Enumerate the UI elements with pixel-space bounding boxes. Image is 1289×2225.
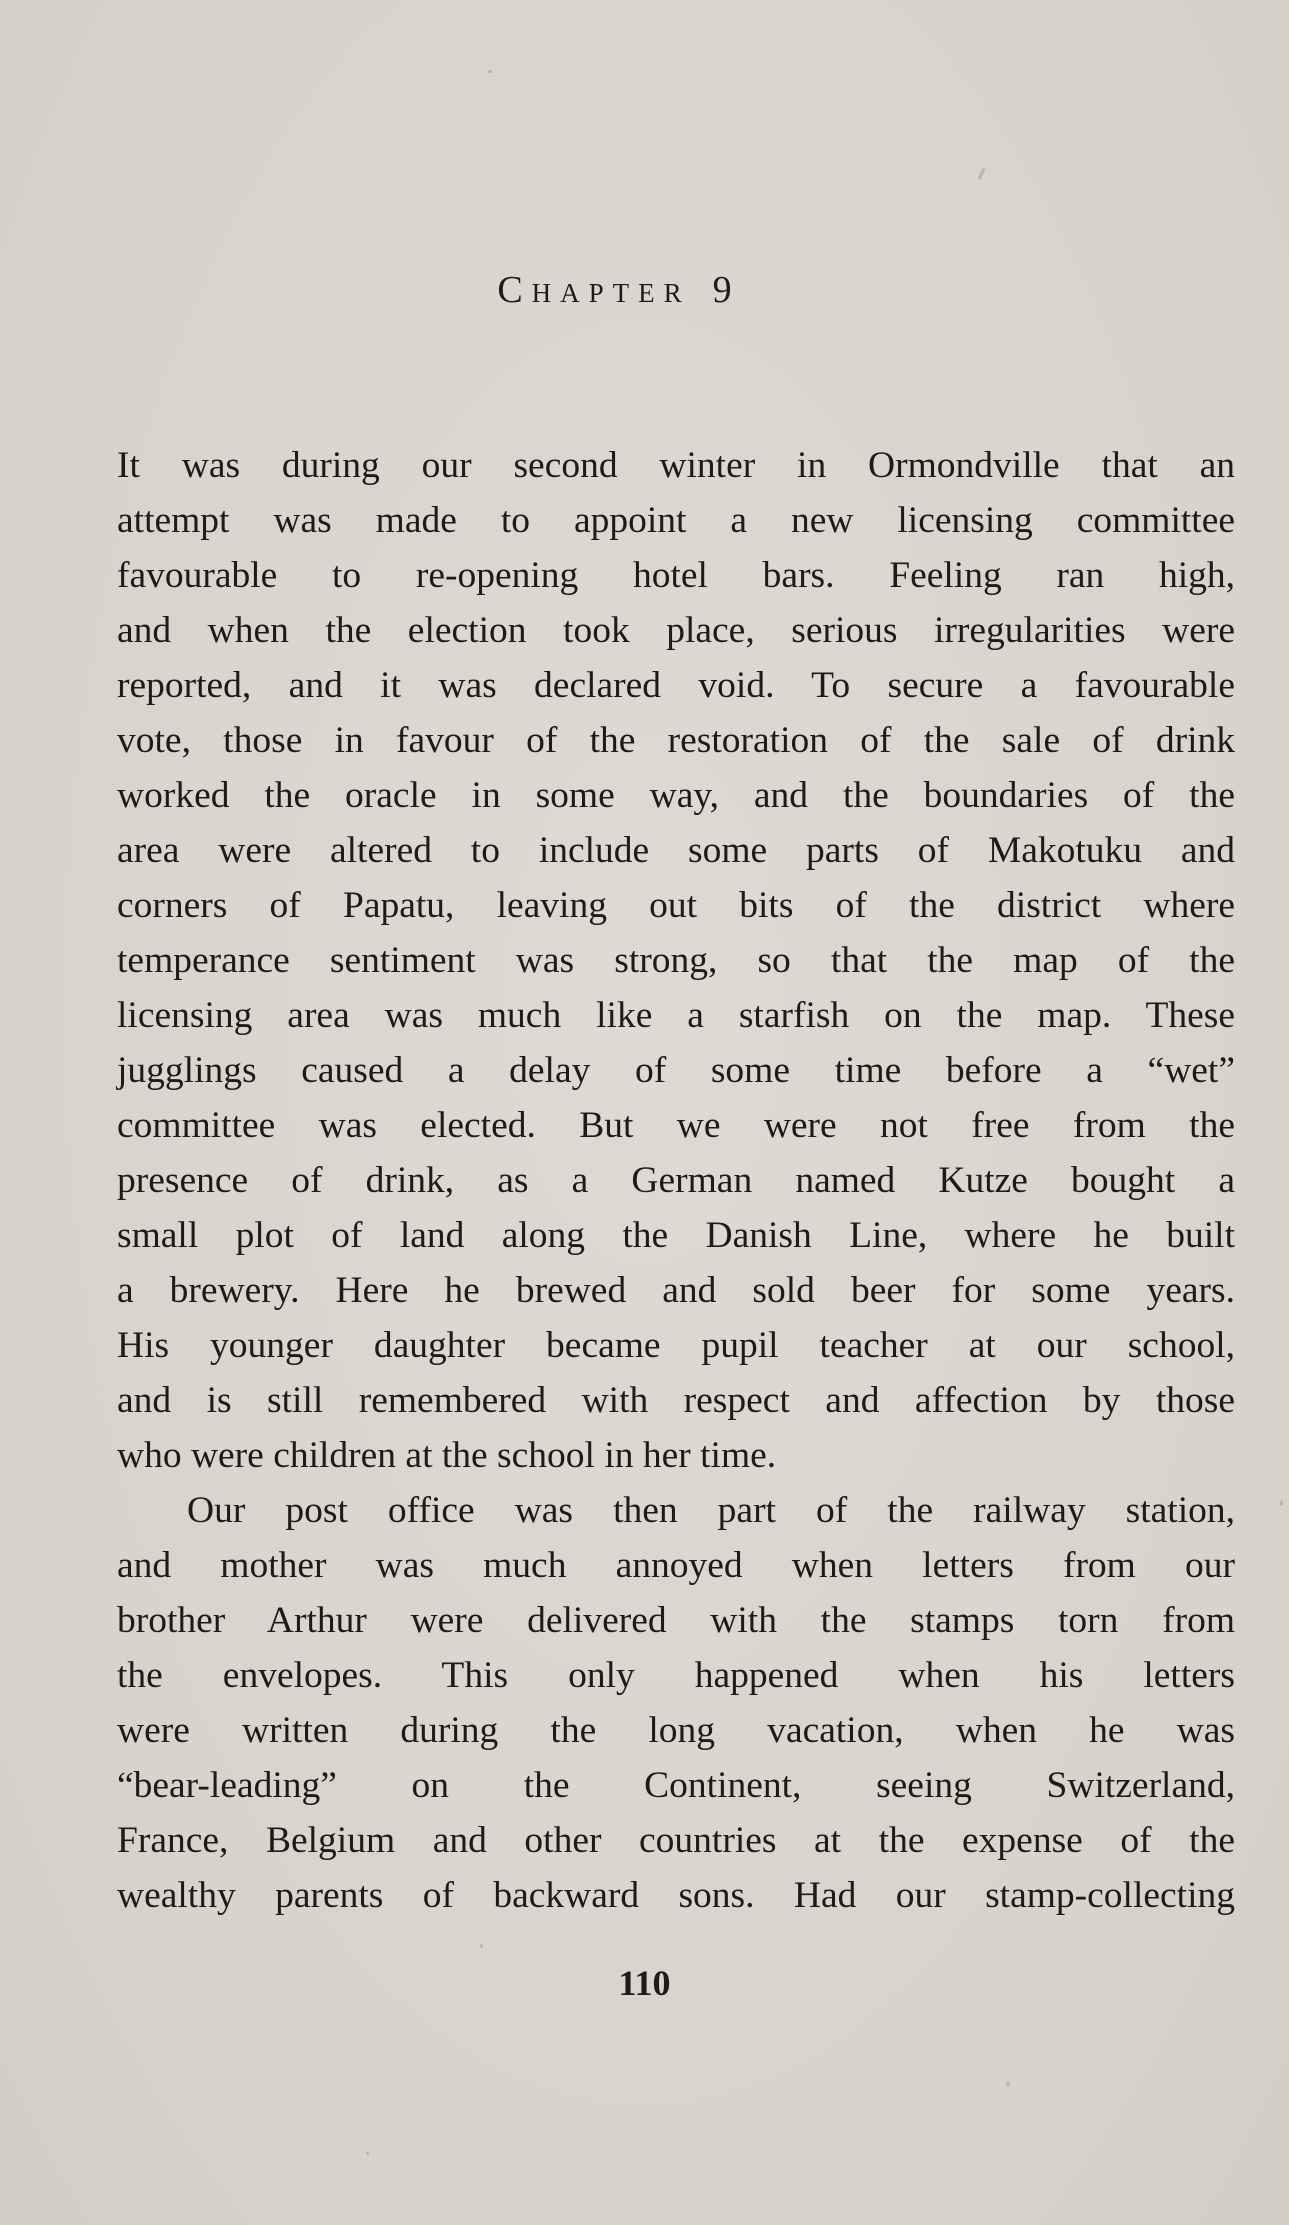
paper-speck <box>488 70 492 73</box>
text-line: “bear-leading” on the Continent, seeing Switzerland, <box>117 1765 1235 1806</box>
paragraph-2 <box>117 1483 1235 1923</box>
text-line: jugglings caused a delay of some time before a “wet” <box>117 1050 1235 1091</box>
text-line: vote, those in favour of the restoration of the sale of drink <box>117 720 1235 761</box>
paper-speck <box>480 1944 483 1948</box>
paragraph-1 <box>117 438 1235 1483</box>
text-line: reported, and it was declared void. To secure a favourable <box>117 665 1235 706</box>
text-line: and mother was much annoyed when letters from our <box>117 1545 1235 1586</box>
text-line: and when the election took place, serious irregularities were <box>117 610 1235 651</box>
text-line: small plot of land along the Danish Line, where he built <box>117 1215 1235 1256</box>
text-line: brother Arthur were delivered with the stamps torn from <box>117 1600 1235 1641</box>
text-line: a brewery. Here he brewed and sold beer for some years. <box>117 1270 1235 1311</box>
text-line: It was during our second winter in Ormondville that an <box>117 445 1235 486</box>
text-line: corners of Papatu, leaving out bits of the district where <box>117 885 1235 926</box>
text-line: were written during the long vacation, when he was <box>117 1710 1235 1751</box>
text-line: licensing area was much like a starfish on the map. These <box>117 995 1235 1036</box>
text-line: worked the oracle in some way, and the boundaries of the <box>117 775 1235 816</box>
paper-speck <box>978 168 986 180</box>
text-line: the envelopes. This only happened when his letters <box>117 1655 1235 1696</box>
text-line: His younger daughter became pupil teacher at our school, <box>117 1325 1235 1366</box>
paper-speck <box>1006 2082 1010 2086</box>
chapter-heading <box>0 268 1259 312</box>
chapter-number: 9 <box>712 269 732 311</box>
text-line: temperance sentiment was strong, so that the map of the <box>117 940 1235 981</box>
text-line: presence of drink, as a German named Kutze bought a <box>117 1160 1235 1201</box>
text-line: attempt was made to appoint a new licensing committee <box>117 500 1235 541</box>
text-line: Our post office was then part of the railway station, <box>187 1490 1235 1531</box>
page-number: 110 <box>618 1963 671 2003</box>
body-text <box>117 438 1235 1923</box>
text-line: favourable to re-opening hotel bars. Feeling ran high, <box>117 555 1235 596</box>
text-line: area were altered to include some parts of Makotuku and <box>117 830 1235 871</box>
paper-speck <box>366 2152 369 2155</box>
text-line: who were children at the school in her time. <box>117 1435 777 1476</box>
chapter-word: Chapter <box>497 269 691 311</box>
text-line: and is still remembered with respect and affection by those <box>117 1380 1235 1421</box>
text-line: France, Belgium and other countries at the expense of the <box>117 1820 1235 1861</box>
text-line: committee was elected. But we were not free from the <box>117 1105 1235 1146</box>
text-line: wealthy parents of backward sons. Had our stamp-collecting <box>117 1875 1235 1916</box>
paper-speck <box>1280 1500 1283 1506</box>
